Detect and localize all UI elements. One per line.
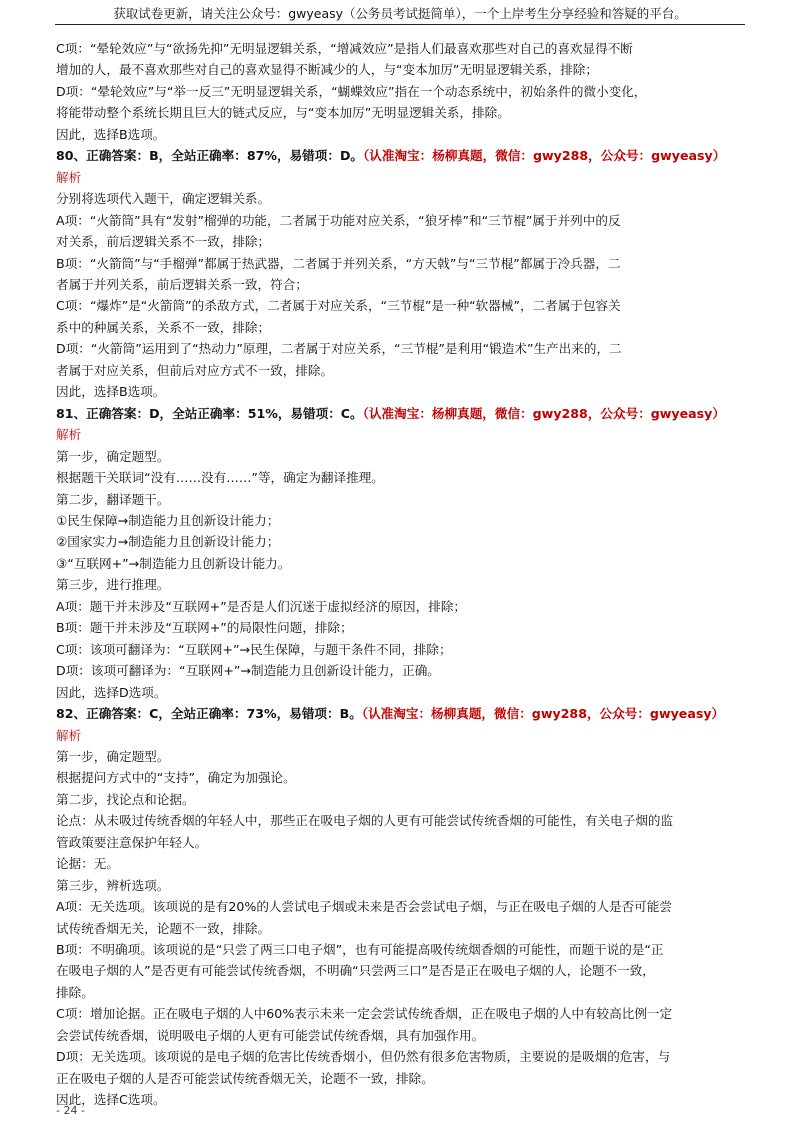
text-line: A项：题干并未涉及“互联网+”是否是人们沉迷于虚拟经济的原因，排除； [56,598,467,614]
text-line: D项：无关选项。该项说的是电子烟的危害比传统香烟小，但仍然有很多危害物质，主要说的是吸烟的危害，与 [56,1049,671,1065]
text-line: 因此，选择B选项。 [56,384,166,400]
text-line: 第三步，进行推理。 [56,577,170,593]
text-line: ③“互联网+”→制造能力且创新设计能力。 [56,555,291,571]
text-line: 管政策要注意保护年轻人。 [56,834,208,850]
text-line: 根据提问方式中的“支持”，确定为加强论。 [56,770,296,786]
text-line: B项：题干并未涉及“互联网+”的局限性问题，排除； [56,620,353,636]
text-line: 对关系，前后逻辑关系不一致，排除； [56,234,271,250]
answer-heading [56,403,746,424]
text-line: D项：“火箭筒”运用到了“热动力”原理，二者属于对应关系，“三节棍”是利用“锻造术”生产出来的，二 [56,341,622,357]
text-line: D项：该项可翻译为：“互联网+”→制造能力且创新设计能力，正确。 [56,663,440,679]
text-line: 因此，选择D选项。 [56,684,167,700]
answer-summary: 82、正确答案：C，全站正确率：73%，易错项：B。 [56,706,362,722]
text-line: 第二步，翻译题干。 [56,491,170,507]
source-notice: （认准淘宝：杨柳真题，微信：gwy288，公众号：gwyeasy） [362,405,725,421]
text-line: 分别将选项代入题干，确定逻辑关系。 [56,191,271,207]
text-line: 排除。 [56,984,94,1000]
text-line: 论据：无。 [56,856,119,872]
text-line: 者属于并列关系，前后逻辑关系一致，符合； [56,276,308,292]
page-number: - 24 - [56,1104,85,1117]
text-line: 因此，选择C选项。 [56,1092,166,1108]
text-line: D项：“晕轮效应”与“举一反三”无明显逻辑关系，“蝴蝶效应”指在一个动态系统中，初始条件的微小变化， [56,83,647,99]
answer-heading [56,145,746,166]
analysis-label: 解析 [56,169,82,185]
text-line: 第一步，确定题型。 [56,748,170,764]
text-line: ②国家实力→制造能力且创新设计能力； [56,534,280,550]
text-line: 试传统香烟无关，论题不一致，排除。 [56,920,271,936]
analysis-label: 解析 [56,427,82,443]
answer-heading [56,703,746,724]
text-line: ①民生保障→制造能力且创新设计能力； [56,512,280,528]
text-line: 系中的种属关系，关系不一致，排除； [56,319,271,335]
text-line: 根据题干关联词“没有……没有……”等，确定为翻译推理。 [56,470,384,486]
text-line: C项：增加论据。正在吸电子烟的人中60%表示未来一定会尝试传统香烟，正在吸电子烟的人中有较高比例一定 [56,1006,673,1022]
header-divider [55,24,745,25]
text-line: 正在吸电子烟的人是否可能尝试传统香烟无关，论题不一致，排除。 [56,1070,434,1086]
text-line: 第三步，辨析选项。 [56,877,170,893]
answer-summary: 81、正确答案：D，全站正确率：51%，易错项：C。 [56,405,363,421]
text-line: B项：“火箭筒”与“手榴弹”都属于热武器，二者属于并列关系，“方天戟”与“三节棍”都属于冷兵器，二 [56,255,621,271]
text-line: 增加的人，最不喜欢那些对自己的喜欢显得不断减少的人，与“变本加厉”无明显逻辑关系，排除； [56,62,598,78]
text-line: 将能带动整个系统长期且巨大的链式反应，与“变本加厉”无明显逻辑关系，排除。 [56,105,510,121]
text-line: B项：不明确项。该项说的是“只尝了两三口电子烟”，也有可能提高吸传统烟香烟的可能性，而题干说的是“正 [56,942,664,958]
text-line: A项：“火箭筒”具有“发射”榴弹的功能，二者属于功能对应关系，“狼牙棒”和“三节棍”属于并列中的反 [56,212,621,228]
document-body [56,38,746,1111]
text-line: 会尝试传统香烟，说明吸电子烟的人更有可能尝试传统香烟，具有加强作用。 [56,1027,485,1043]
text-line: 在吸电子烟的人”是否更有可能尝试传统香烟，不明确“只尝两三口”是否是正在吸电子烟的人，论题不一致， [56,963,655,979]
answer-summary: 80、正确答案：B，全站正确率：87%，易错项：D。 [56,148,364,164]
text-line: A项：无关选项。该项说的是有20%的人尝试电子烟或未来是否会尝试电子烟，与正在吸电子烟的人是否可能尝 [56,899,672,915]
text-line: 因此，选择B选项。 [56,126,166,142]
text-line: C项：“晕轮效应”与“欲扬先抑”无明显逻辑关系，“增减效应”是指人们最喜欢那些对自己的喜欢显得不断 [56,41,633,56]
page-header: 获取试卷更新，请关注公众号：gwyeasy（公务员考试挺简单），一个上岸考生分享经验和答疑的平台。 [113,6,687,21]
text-line: C项：该项可翻译为：“互联网+”→民生保障，与题干条件不同，排除； [56,641,452,657]
text-line: 论点：从未吸过传统香烟的年轻人中，那些正在吸电子烟的人更有可能尝试传统香烟的可能性，有关电子烟的监 [56,813,674,829]
source-notice: （认准淘宝：杨柳真题，微信：gwy288，公众号：gwyeasy） [363,148,726,164]
analysis-label: 解析 [56,727,82,743]
text-line: C项：“爆炸”是“火箭筒”的杀敌方式，二者属于对应关系，“三节棍”是一种“软器械”，二者属于包容关 [56,298,621,314]
source-notice: （认准淘宝：杨柳真题，微信：gwy288，公众号：gwyeasy） [361,706,725,722]
text-line: 第一步，确定题型。 [56,448,170,464]
text-line: 第二步，找论点和论据。 [56,791,195,807]
text-line: 者属于对应关系，但前后对应方式不一致，排除。 [56,362,334,378]
